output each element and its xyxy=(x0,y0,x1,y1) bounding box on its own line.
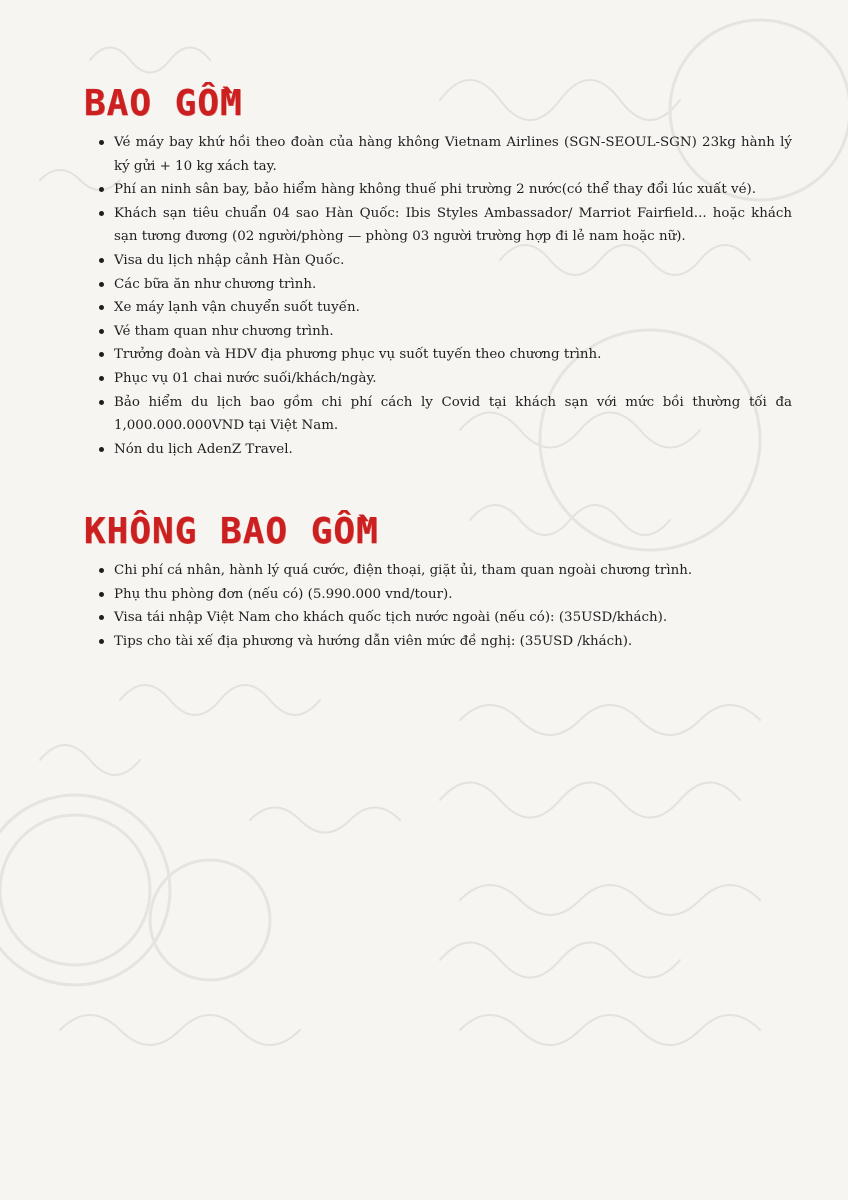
list-item: Visa tái nhập Việt Nam cho khách quốc tịch nước ngoài (nếu có): (35USD/khách). xyxy=(96,606,792,630)
list-item: Phí an ninh sân bay, bảo hiểm hàng không thuế phi trường 2 nước(có thể thay đổi lúc xuất vé). xyxy=(96,178,792,202)
list-item: Chi phí cá nhân, hành lý quá cước, điện thoại, giặt ủi, tham quan ngoài chương trình. xyxy=(96,559,792,583)
excluded-section-title: KHÔNG BAO GỒM xyxy=(84,511,379,552)
list-item: Vé tham quan như chương trình. xyxy=(96,320,792,344)
excluded-list xyxy=(96,559,792,653)
list-item: Phục vụ 01 chai nước suối/khách/ngày. xyxy=(96,367,792,391)
list-item: Phụ thu phòng đơn (nếu có) (5.990.000 vnd/tour). xyxy=(96,583,792,607)
list-item: Khách sạn tiêu chuẩn 04 sao Hàn Quốc: Ibis Styles Ambassador/ Marriot Fairfield... hoặc khách sạn tương đương (02 người/phòng — phòng 03 người trường hợp đi lẻ nam hoặc nữ). xyxy=(96,202,792,249)
list-item: Xe máy lạnh vận chuyển suốt tuyến. xyxy=(96,296,792,320)
list-item: Các bữa ăn như chương trình. xyxy=(96,273,792,297)
list-item: Vé máy bay khứ hồi theo đoàn của hàng không Vietnam Airlines (SGN-SEOUL-SGN) 23kg hành lý ký gửi + 10 kg xách tay. xyxy=(96,131,792,178)
included-section-title: BAO GỒM xyxy=(84,83,243,124)
included-list xyxy=(96,131,792,461)
list-item: Nón du lịch AdenZ Travel. xyxy=(96,438,792,462)
list-item: Trưởng đoàn và HDV địa phương phục vụ suốt tuyến theo chương trình. xyxy=(96,343,792,367)
list-item: Visa du lịch nhập cảnh Hàn Quốc. xyxy=(96,249,792,273)
list-item: Bảo hiểm du lịch bao gồm chi phí cách ly Covid tại khách sạn với mức bồi thường tối đa 1,000.000.000VND tại Việt Nam. xyxy=(96,391,792,438)
list-item: Tips cho tài xế địa phương và hướng dẫn viên mức đề nghị: (35USD /khách). xyxy=(96,630,792,654)
